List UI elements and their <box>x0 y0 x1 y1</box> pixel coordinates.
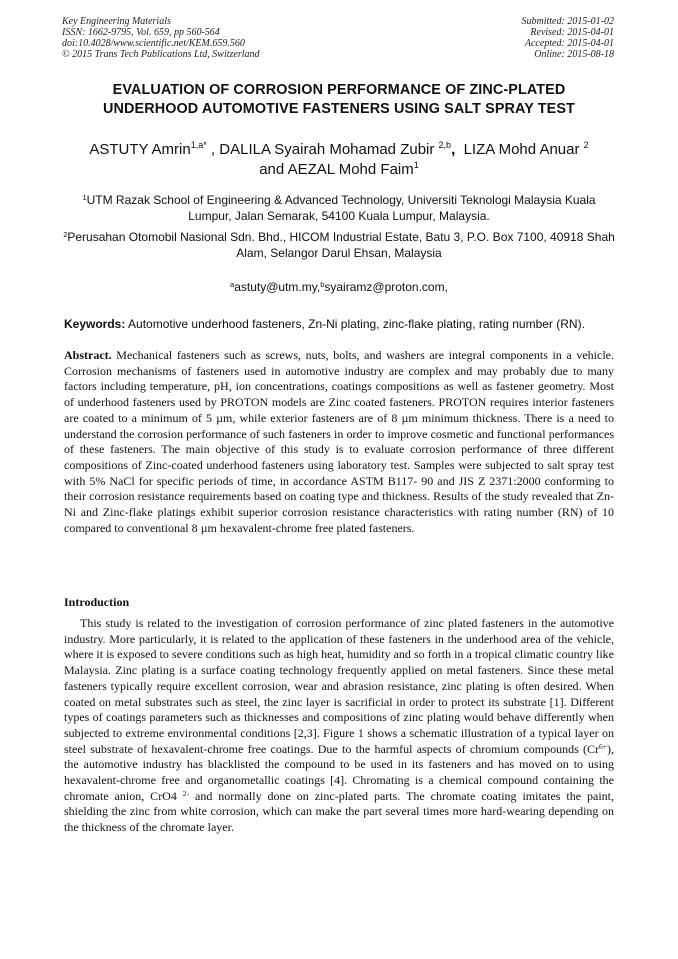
author-name: LIZA Mohd Anuar <box>463 141 580 158</box>
author-conjunction: and <box>259 161 285 178</box>
authors-line-2 <box>30 160 648 180</box>
journal-info <box>62 16 260 60</box>
title-line-2: UNDERHOOD AUTOMOTIVE FASTENERS USING SALT SPRAY TEST <box>103 101 575 117</box>
publication-dates <box>522 16 615 60</box>
abstract-label: Abstract. <box>64 348 112 362</box>
author-emails <box>40 279 638 295</box>
section-heading-introduction: Introduction <box>64 595 130 609</box>
journal-copyright: © 2015 Trans Tech Publications Ltd, Switzerland <box>62 49 260 60</box>
keywords-text: Automotive underhood fasteners, Zn-Ni plating, zinc-flake plating, rating number (RN). <box>128 317 585 331</box>
abstract <box>64 348 614 536</box>
superscript: 6+ <box>599 741 607 751</box>
affiliation-marker: 1 <box>82 193 87 202</box>
author-affiliation-marker: 2 <box>583 140 589 150</box>
affiliation-2 <box>60 229 618 261</box>
author-name: DALILA Syairah Mohamad Zubir <box>219 141 435 158</box>
title-line-1: EVALUATION OF CORROSION PERFORMANCE OF ZINC-PLATED <box>112 82 566 98</box>
author-affiliation-marker: 2,b <box>438 140 452 150</box>
keywords <box>64 316 624 332</box>
introduction-paragraph <box>64 616 614 836</box>
date-accepted: Accepted: 2015-04-01 <box>524 38 614 49</box>
author-name: ASTUTY Amrin <box>89 141 191 158</box>
intro-text: This study is related to the investigation of corrosion performance of zinc plated fasteners in the automotive industry. More particularly, it is related to the application of these fasteners in the underhood area of the vehicle, where it is exposed to severe conditions such as high heat, humidity and so forth in a tropical climatic country like Malaysia. Zinc plating is a surface coating technology frequently applied on metal fasteners. Since these metal fasteners typically require excellent corrosion, wear and abrasion resistance, zinc plating is often desired. When coated on metal substrates such as steel, the zinc layer is sacrificial in order to protect its substrate [1]. Different types of coatings parameters such as thicknesses and compositions of zinc plating would behave differently when subjected to extreme environmental conditions [2,3]. Figure 1 shows a schematic illustration of a typical layer on steel substrate of hexavalent-chrome free coatings. Due to the harmful aspects of chromium compounds (Cr <box>64 616 614 756</box>
journal-issn: ISSN: 1662-9795, Vol. 659, pp 560-564 <box>62 27 220 38</box>
affiliation-text: UTM Razak School of Engineering & Advanced Technology, Universiti Teknologi Malaysia Kuala Lumpur, Jalan Semarak, 54100 Kuala Lumpur, Malaysia. <box>86 193 596 223</box>
intro-text: ), the automotive industry has blacklisted the compound to be used in its fasteners and has moved on to using hexavalent-chrome free and organometallic coatings [4]. Chromating is a chemical compound containing the chromate anion, CrO4 <box>64 741 614 803</box>
email-marker: b <box>320 280 325 289</box>
superscript: 2- <box>182 788 190 798</box>
journal-doi: doi:10.4028/www.scientific.net/KEM.659.560 <box>62 38 245 49</box>
author-name: AEZAL Mohd Faim <box>287 161 414 178</box>
authors-line-1: ASTUTY Amrin$^{1,a*}$ , DALILA Syairah Mohamad Zubir $^{2,b}$, LIZA Mohd Anuar $^2$ <box>89 140 589 158</box>
affiliation-marker: 2 <box>63 230 68 239</box>
date-revised: Revised: 2015-04-01 <box>530 27 614 38</box>
abstract-text: Mechanical fasteners such as screws, nuts, bolts, and washers are integral components in a vehicle. Corrosion mechanisms of fasteners used in automotive industry are complex and may probably due to many factors including temperature, pH, ion concentrations, coatings compositions as well as fastener geometry. Most of underhood fasteners used by PROTON models are Zinc coated fasteners. PROTON requires interior fasteners are coated to a minimum of 5 µm, while exterior fasteners are of 8 µm minimum thickness. There is a need to understand the corrosion performance of such fasteners in order to improve cosmetic and functional performances of these fasteners. The main objective of this study is to evaluate corrosion performance of three different compositions of Zinc-coated underhood fasteners using laboratory test. Samples were subjected to salt spray test with 5% NaCl for specific periods of time, in accordance ASTM B117- 90 and JIS Z 2371:2000 conforming to their corrosion resistance requirements based on coating type and thickness. Results of the study revealed that Zn-Ni and Zinc-flake platings exhibit superior corrosion resistance characteristics with rating number (RN) of 10 compared to conventional 8 µm hexavalent-chrome free plated fasteners. <box>64 348 615 535</box>
journal-name: Key Engineering Materials <box>62 16 171 27</box>
email-address[interactable]: syairamz@proton.com, <box>324 280 448 294</box>
paper-title <box>40 81 638 119</box>
affiliation-1 <box>60 192 618 224</box>
email-address[interactable]: astuty@utm.my, <box>234 280 321 294</box>
email-marker: a <box>230 280 235 289</box>
keywords-label: Keywords: <box>64 317 126 331</box>
affiliation-text: Perusahan Otomobil Nasional Sdn. Bhd., HICOM Industrial Estate, Batu 3, P.O. Box 7100, 40918 Shah Alam, Selangor Darul Ehsan, Malaysia <box>67 230 615 260</box>
date-submitted: Submitted: 2015-01-02 <box>521 16 614 27</box>
author-affiliation-marker: 1 <box>413 160 419 170</box>
author-list <box>30 140 648 180</box>
author-affiliation-marker: 1,a* <box>190 140 207 150</box>
date-online: Online: 2015-08-18 <box>534 49 614 60</box>
intro-text: and normally done on zinc-plated parts. The chromate coating imitates the paint, shielding the zinc from white corrosion, which can make the part several times more hard-wearing depending on the thickness of the chromate layer. <box>64 788 615 835</box>
